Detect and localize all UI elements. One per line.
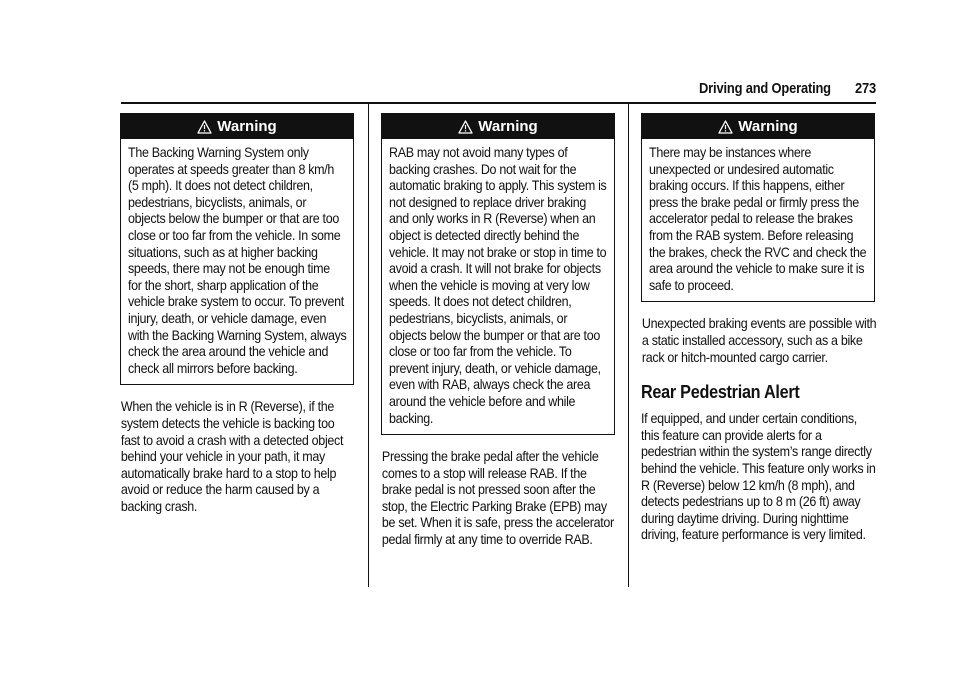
column-divider xyxy=(368,104,369,587)
column-2 xyxy=(381,113,615,549)
warning-box xyxy=(120,113,354,385)
warning-triangle-icon xyxy=(718,120,733,134)
body-paragraph: Pressing the brake pedal after the vehicle comes to a stop will release RAB. If the brake pedal is not pressed soon after the stop, the Electric Parking Brake (EPB) may be set. When it is safe, press the accelerator pedal firmly at any time to override RAB. xyxy=(381,449,614,548)
page-header xyxy=(123,80,876,97)
column-3 xyxy=(641,113,875,544)
body-paragraph: Unexpected braking events are possible with a static installed accessory, such as a bike rack or hitch-mounted cargo carrier. xyxy=(641,316,877,365)
warning-text: The Backing Warning System only operates at speeds greater than 8 km/h (5 mph). It does not detect children, pedestrians, bicyclists, animals, or objects below the bumper or that are too close or too far from the vehicle. In some situations, such as at higher backing speeds, there may not be enough time for the short, sharp application of the vehicle brake system to occur. To prevent injury, death, or vehicle damage, even with the Backing Warning System, always check the area around the vehicle and check all mirrors before backing. xyxy=(128,145,347,376)
warning-title: Warning xyxy=(217,118,277,135)
warning-header xyxy=(121,114,353,139)
body-paragraph: When the vehicle is in R (Reverse), if the system detects the vehicle is backing too fast to avoid a crash with a detected object behind your vehicle in your path, it may automatically brake hard to a stop to help avoid or reduce the harm caused by a backing crash. xyxy=(120,399,344,514)
section-title: Driving and Operating xyxy=(699,80,831,97)
warning-header xyxy=(382,114,614,139)
warning-triangle-icon xyxy=(197,120,212,134)
warning-box xyxy=(381,113,615,435)
warning-triangle-icon xyxy=(458,120,473,134)
warning-title: Warning xyxy=(738,118,798,135)
header-rule xyxy=(121,102,876,104)
column-1 xyxy=(120,113,354,515)
warning-box xyxy=(641,113,875,302)
section-heading: Rear Pedestrian Alert xyxy=(641,382,800,403)
body-paragraph: If equipped, and under certain conditions, this feature can provide alerts for a pedestrian within the system’s range directly behind the vehicle. This feature only works in R (Reverse) below 12 km/h (8 mph), and detects pedestrians up to 8 m (26 ft) away during daytime driving. During nighttime driving, feature performance is very limited. xyxy=(641,411,876,543)
warning-title: Warning xyxy=(478,118,538,135)
warning-header xyxy=(642,114,874,139)
column-divider xyxy=(628,104,629,587)
warning-text: RAB may not avoid many types of backing crashes. Do not wait for the automatic braking to apply. This system is not designed to replace driver braking and only works in R (Reverse) when an object is detected directly behind the vehicle. It may not brake or stop in time to avoid a crash. It will not brake for objects when the vehicle is moving at very low speeds. It does not detect children, pedestrians, bicyclists, animals, or objects below the bumper or that are too close or too far from the vehicle. To prevent injury, death, or vehicle damage, even with RAB, always check the area around the vehicle before and while backing. xyxy=(389,145,607,426)
warning-text: There may be instances where unexpected or undesired automatic braking occurs. If this happens, either press the brake pedal or firmly press the accelerator pedal to release the brakes from the RAB system. Before releasing the brakes, check the RVC and check the area around the vehicle to make sure it is safe to proceed. xyxy=(649,145,867,293)
page-number: 273 xyxy=(854,80,876,97)
